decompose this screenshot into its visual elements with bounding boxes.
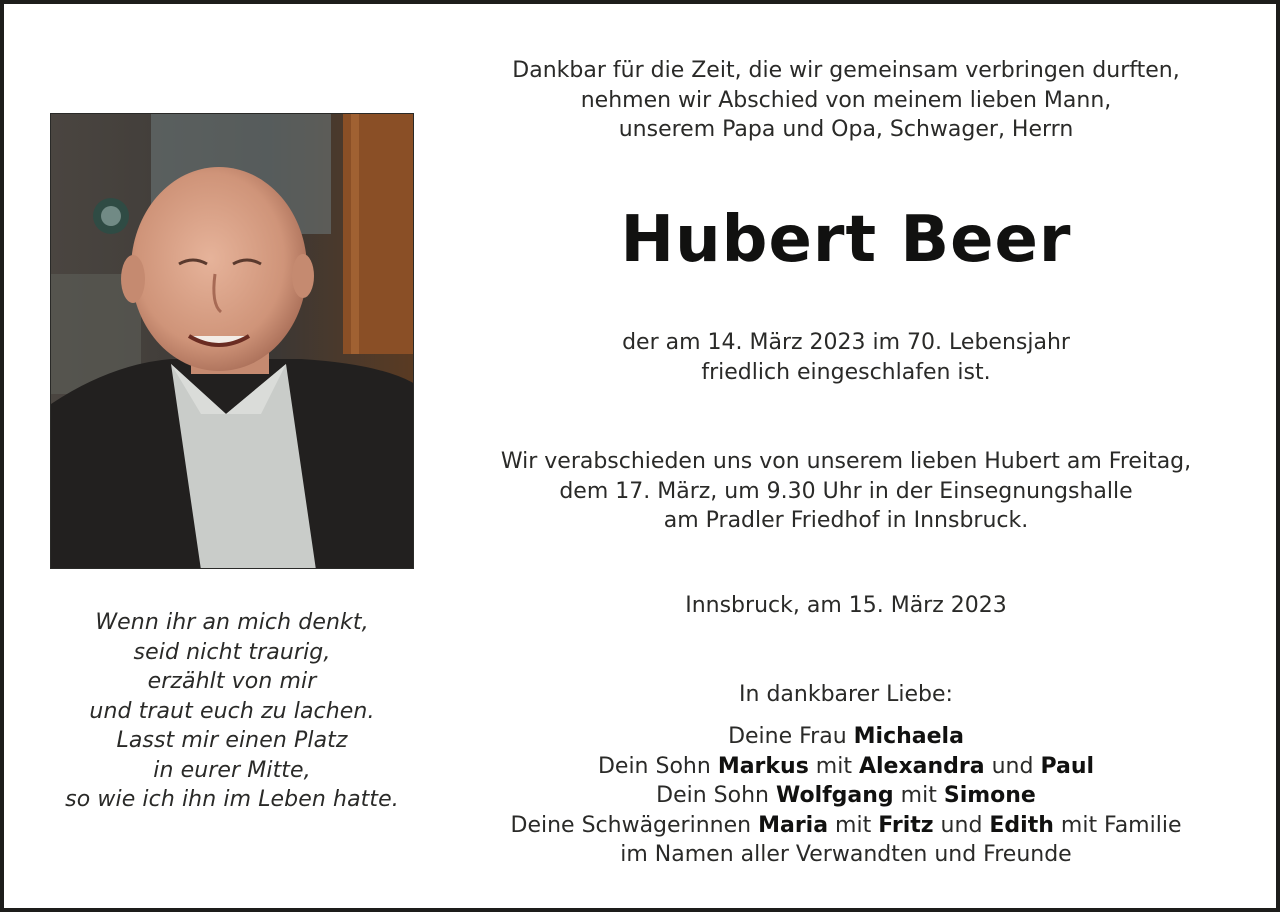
love-line — [456, 680, 1236, 710]
poem-line: in eurer Mitte, — [153, 757, 311, 783]
poem-line: so wie ich ihn im Leben hatte. — [65, 787, 399, 812]
mourner-name: Michaela — [853, 724, 964, 749]
funeral-line: am Pradler Friedhof in Innsbruck. — [663, 508, 1029, 533]
mourner-connector: und — [984, 753, 1041, 779]
mourner-relation: Deine Frau — [728, 724, 854, 749]
mourner-connector: und — [933, 812, 990, 838]
poem-line: und traut euch zu lachen. — [89, 698, 375, 724]
mourner-name: Simone — [943, 783, 1036, 808]
mourner-relation: Dein Sohn — [656, 783, 776, 808]
poem — [44, 608, 420, 815]
poem-line: Wenn ihr an mich denkt, — [95, 610, 369, 635]
mourner-line — [456, 840, 1236, 870]
mourner-closing: im Namen aller Verwandten und Freunde — [620, 842, 1072, 867]
place-date — [456, 591, 1236, 621]
poem-line: Lasst mir einen Platz — [116, 728, 348, 753]
mourner-line — [456, 811, 1236, 841]
mourner-name: Paul — [1040, 753, 1095, 779]
mourner-line — [456, 722, 1236, 752]
poem-line: seid nicht traurig, — [133, 639, 331, 665]
mourner-relation: Deine Schwägerinnen — [510, 812, 759, 838]
love-line-text: In dankbarer Liebe: — [739, 682, 953, 707]
funeral-line: dem 17. März, um 9.30 Uhr in der Einsegnungshalle — [559, 478, 1133, 504]
intro-text — [456, 56, 1236, 145]
mourner-line — [456, 752, 1236, 782]
place-date-line: Innsbruck, am 15. März 2023 — [685, 593, 1007, 618]
mourners-list — [456, 722, 1236, 870]
mourner-line — [456, 781, 1236, 811]
funeral-details — [456, 447, 1236, 536]
poem-line: erzählt von mir — [147, 669, 317, 694]
intro-line: nehmen wir Abschied von meinem lieben Mann, — [580, 87, 1112, 113]
death-notice — [456, 328, 1236, 387]
mourner-name: Alexandra — [858, 753, 985, 779]
mourner-connector: mit — [828, 812, 879, 838]
mourner-name: Maria — [758, 812, 829, 838]
mourner-relation: Dein Sohn — [597, 753, 718, 779]
deceased-name: Hubert Beer — [620, 203, 1072, 277]
mourner-connector: mit — [893, 783, 944, 808]
mourner-connector: mit — [808, 753, 859, 779]
mourner-name: Wolfgang — [775, 783, 894, 808]
mourner-name: Fritz — [878, 812, 934, 838]
mourner-name: Edith — [989, 812, 1054, 838]
death-line: friedlich eingeschlafen ist. — [701, 359, 991, 385]
intro-line: unserem Papa und Opa, Schwager, Herrn — [618, 117, 1074, 142]
mourner-name: Markus — [717, 753, 809, 779]
mourner-connector: mit Familie — [1053, 812, 1182, 838]
funeral-line: Wir verabschieden uns von unserem lieben Hubert am Freitag, — [500, 449, 1192, 474]
intro-line: Dankbar für die Zeit, die wir gemeinsam verbringen durften, — [512, 58, 1180, 83]
portrait-photo — [50, 113, 414, 569]
death-line: der am 14. März 2023 im 70. Lebensjahr — [622, 330, 1070, 355]
